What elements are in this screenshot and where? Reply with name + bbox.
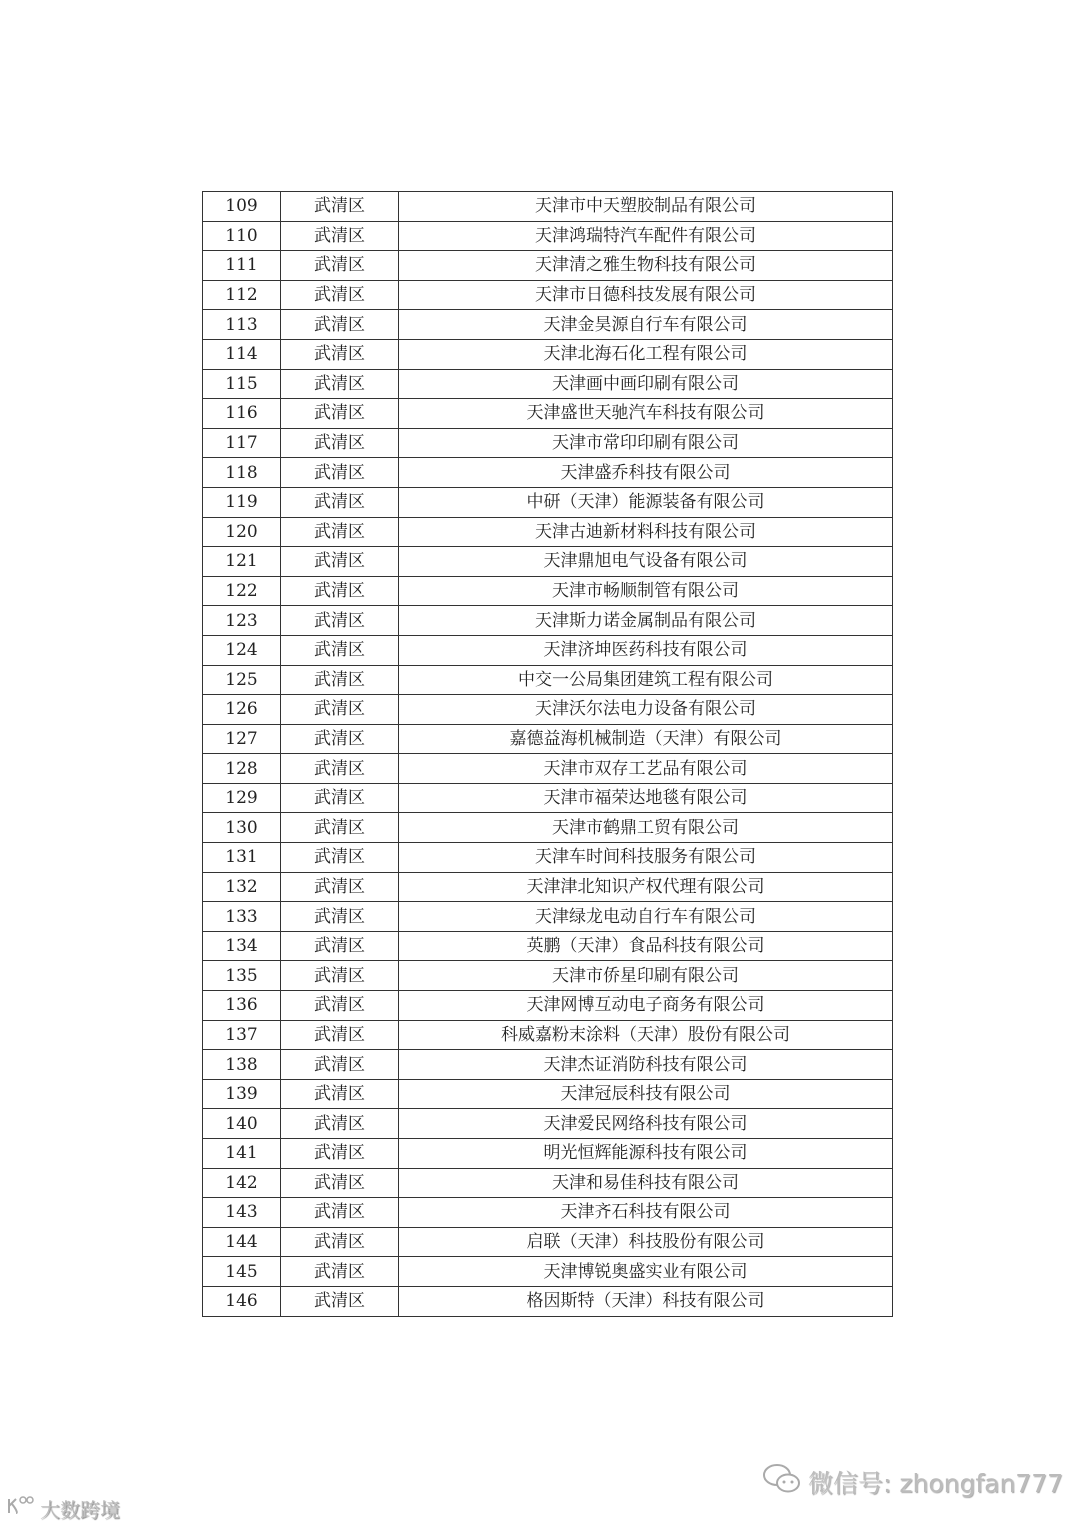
table-row — [203, 931, 893, 961]
table-row — [203, 1139, 893, 1169]
row-number: 118 — [203, 458, 281, 488]
table-row — [203, 428, 893, 458]
wechat-icon — [762, 1462, 802, 1502]
row-number: 114 — [203, 339, 281, 369]
company-name-cell: 天津津北知识产权代理有限公司 — [399, 872, 893, 902]
company-name-cell: 天津博锐奥盛实业有限公司 — [399, 1257, 893, 1287]
company-name-cell: 天津市双存工艺品有限公司 — [399, 754, 893, 784]
table-row — [203, 458, 893, 488]
row-number: 135 — [203, 961, 281, 991]
district-cell: 武清区 — [281, 724, 399, 754]
row-number: 145 — [203, 1257, 281, 1287]
wechat-watermark — [762, 1462, 1063, 1502]
company-name-cell: 天津车时间科技服务有限公司 — [399, 843, 893, 873]
table-row — [203, 783, 893, 813]
table-row — [203, 547, 893, 577]
row-number: 125 — [203, 665, 281, 695]
company-name-cell: 天津济坤医药科技有限公司 — [399, 635, 893, 665]
row-number: 119 — [203, 487, 281, 517]
district-cell: 武清区 — [281, 310, 399, 340]
company-name-cell: 天津沃尔法电力设备有限公司 — [399, 695, 893, 725]
company-name-cell: 天津金昊源自行车有限公司 — [399, 310, 893, 340]
company-name-cell: 天津清之雅生物科技有限公司 — [399, 251, 893, 281]
table-body — [203, 192, 893, 1317]
company-name-cell: 天津市鹤鼎工贸有限公司 — [399, 813, 893, 843]
company-name-cell: 英鹏（天津）食品科技有限公司 — [399, 931, 893, 961]
table-row — [203, 1079, 893, 1109]
table-row — [203, 635, 893, 665]
table-row — [203, 724, 893, 754]
table-row — [203, 754, 893, 784]
company-name-cell: 天津斯力诺金属制品有限公司 — [399, 606, 893, 636]
table-row — [203, 251, 893, 281]
district-cell: 武清区 — [281, 458, 399, 488]
row-number: 130 — [203, 813, 281, 843]
row-number: 146 — [203, 1286, 281, 1316]
table-row — [203, 902, 893, 932]
row-number: 110 — [203, 221, 281, 251]
district-cell: 武清区 — [281, 192, 399, 222]
table-row — [203, 310, 893, 340]
company-name-cell: 天津爱民网络科技有限公司 — [399, 1109, 893, 1139]
district-cell: 武清区 — [281, 961, 399, 991]
company-name-cell: 天津齐石科技有限公司 — [399, 1198, 893, 1228]
row-number: 122 — [203, 576, 281, 606]
district-cell: 武清区 — [281, 754, 399, 784]
table-row — [203, 961, 893, 991]
table-row — [203, 1198, 893, 1228]
row-number: 115 — [203, 369, 281, 399]
district-cell: 武清区 — [281, 606, 399, 636]
table-row — [203, 665, 893, 695]
company-name-cell: 天津网博互动电子商务有限公司 — [399, 991, 893, 1021]
district-cell: 武清区 — [281, 1109, 399, 1139]
row-number: 137 — [203, 1020, 281, 1050]
row-number: 140 — [203, 1109, 281, 1139]
table-row — [203, 1227, 893, 1257]
table-row — [203, 280, 893, 310]
company-name-cell: 格因斯特（天津）科技有限公司 — [399, 1286, 893, 1316]
district-cell: 武清区 — [281, 547, 399, 577]
district-cell: 武清区 — [281, 1168, 399, 1198]
table-row — [203, 221, 893, 251]
company-name-cell: 天津和易佳科技有限公司 — [399, 1168, 893, 1198]
row-number: 126 — [203, 695, 281, 725]
table-row — [203, 991, 893, 1021]
row-number: 134 — [203, 931, 281, 961]
company-name-cell: 天津杰证消防科技有限公司 — [399, 1050, 893, 1080]
district-cell: 武清区 — [281, 369, 399, 399]
district-cell: 武清区 — [281, 1079, 399, 1109]
table-row — [203, 487, 893, 517]
district-cell: 武清区 — [281, 902, 399, 932]
district-cell: 武清区 — [281, 428, 399, 458]
table-row — [203, 695, 893, 725]
row-number: 143 — [203, 1198, 281, 1228]
brand-logo-icon — [6, 1495, 36, 1522]
district-cell: 武清区 — [281, 576, 399, 606]
brand-watermark — [6, 1494, 120, 1523]
company-name-cell: 天津画中画印刷有限公司 — [399, 369, 893, 399]
company-name-cell: 中交一公局集团建筑工程有限公司 — [399, 665, 893, 695]
company-name-cell: 天津北海石化工程有限公司 — [399, 339, 893, 369]
row-number: 132 — [203, 872, 281, 902]
row-number: 116 — [203, 399, 281, 429]
table-row — [203, 1257, 893, 1287]
company-name-cell: 明光恒辉能源科技有限公司 — [399, 1139, 893, 1169]
district-cell: 武清区 — [281, 1286, 399, 1316]
district-cell: 武清区 — [281, 1020, 399, 1050]
table-row — [203, 517, 893, 547]
district-cell: 武清区 — [281, 280, 399, 310]
district-cell: 武清区 — [281, 695, 399, 725]
company-name-cell: 天津鼎旭电气设备有限公司 — [399, 547, 893, 577]
row-number: 131 — [203, 843, 281, 873]
row-number: 139 — [203, 1079, 281, 1109]
row-number: 141 — [203, 1139, 281, 1169]
table-row — [203, 369, 893, 399]
row-number: 123 — [203, 606, 281, 636]
table-row — [203, 1168, 893, 1198]
table-row — [203, 192, 893, 222]
district-cell: 武清区 — [281, 1227, 399, 1257]
row-number: 124 — [203, 635, 281, 665]
table-row — [203, 576, 893, 606]
row-number: 127 — [203, 724, 281, 754]
table-row — [203, 1020, 893, 1050]
table-row — [203, 606, 893, 636]
district-cell: 武清区 — [281, 1257, 399, 1287]
district-cell: 武清区 — [281, 783, 399, 813]
district-cell: 武清区 — [281, 843, 399, 873]
district-cell: 武清区 — [281, 635, 399, 665]
district-cell: 武清区 — [281, 517, 399, 547]
table-row — [203, 872, 893, 902]
company-list-table — [202, 191, 893, 1317]
row-number: 113 — [203, 310, 281, 340]
district-cell: 武清区 — [281, 1050, 399, 1080]
row-number: 144 — [203, 1227, 281, 1257]
district-cell: 武清区 — [281, 665, 399, 695]
company-name-cell: 中研（天津）能源装备有限公司 — [399, 487, 893, 517]
row-number: 136 — [203, 991, 281, 1021]
district-cell: 武清区 — [281, 251, 399, 281]
row-number: 129 — [203, 783, 281, 813]
district-cell: 武清区 — [281, 1198, 399, 1228]
table-row — [203, 1050, 893, 1080]
company-name-cell: 天津盛乔科技有限公司 — [399, 458, 893, 488]
row-number: 109 — [203, 192, 281, 222]
row-number: 111 — [203, 251, 281, 281]
company-name-cell: 天津市中天塑胶制品有限公司 — [399, 192, 893, 222]
district-cell: 武清区 — [281, 991, 399, 1021]
company-name-cell: 启联（天津）科技股份有限公司 — [399, 1227, 893, 1257]
company-name-cell: 天津冠辰科技有限公司 — [399, 1079, 893, 1109]
table-row — [203, 399, 893, 429]
table-row — [203, 1286, 893, 1316]
row-number: 138 — [203, 1050, 281, 1080]
table-row — [203, 1109, 893, 1139]
row-number: 117 — [203, 428, 281, 458]
table-row — [203, 843, 893, 873]
company-name-cell: 天津市侨星印刷有限公司 — [399, 961, 893, 991]
district-cell: 武清区 — [281, 931, 399, 961]
company-name-cell: 科威嘉粉末涂料（天津）股份有限公司 — [399, 1020, 893, 1050]
brand-text: 大数跨境 — [40, 1498, 120, 1522]
company-name-cell: 天津市畅顺制管有限公司 — [399, 576, 893, 606]
company-name-cell: 天津绿龙电动自行车有限公司 — [399, 902, 893, 932]
table-row — [203, 813, 893, 843]
row-number: 112 — [203, 280, 281, 310]
table-row — [203, 339, 893, 369]
company-name-cell: 天津市福荣达地毯有限公司 — [399, 783, 893, 813]
row-number: 121 — [203, 547, 281, 577]
district-cell: 武清区 — [281, 813, 399, 843]
district-cell: 武清区 — [281, 339, 399, 369]
company-name-cell: 嘉德益海机械制造（天津）有限公司 — [399, 724, 893, 754]
district-cell: 武清区 — [281, 221, 399, 251]
company-name-cell: 天津市常印印刷有限公司 — [399, 428, 893, 458]
wechat-id-text: 微信号: zhongfan777 — [808, 1469, 1064, 1498]
row-number: 128 — [203, 754, 281, 784]
company-name-cell: 天津鸿瑞特汽车配件有限公司 — [399, 221, 893, 251]
district-cell: 武清区 — [281, 487, 399, 517]
row-number: 120 — [203, 517, 281, 547]
row-number: 142 — [203, 1168, 281, 1198]
district-cell: 武清区 — [281, 1139, 399, 1169]
district-cell: 武清区 — [281, 872, 399, 902]
company-name-cell: 天津盛世天驰汽车科技有限公司 — [399, 399, 893, 429]
row-number: 133 — [203, 902, 281, 932]
district-cell: 武清区 — [281, 399, 399, 429]
company-name-cell: 天津市日德科技发展有限公司 — [399, 280, 893, 310]
company-name-cell: 天津古迪新材料科技有限公司 — [399, 517, 893, 547]
